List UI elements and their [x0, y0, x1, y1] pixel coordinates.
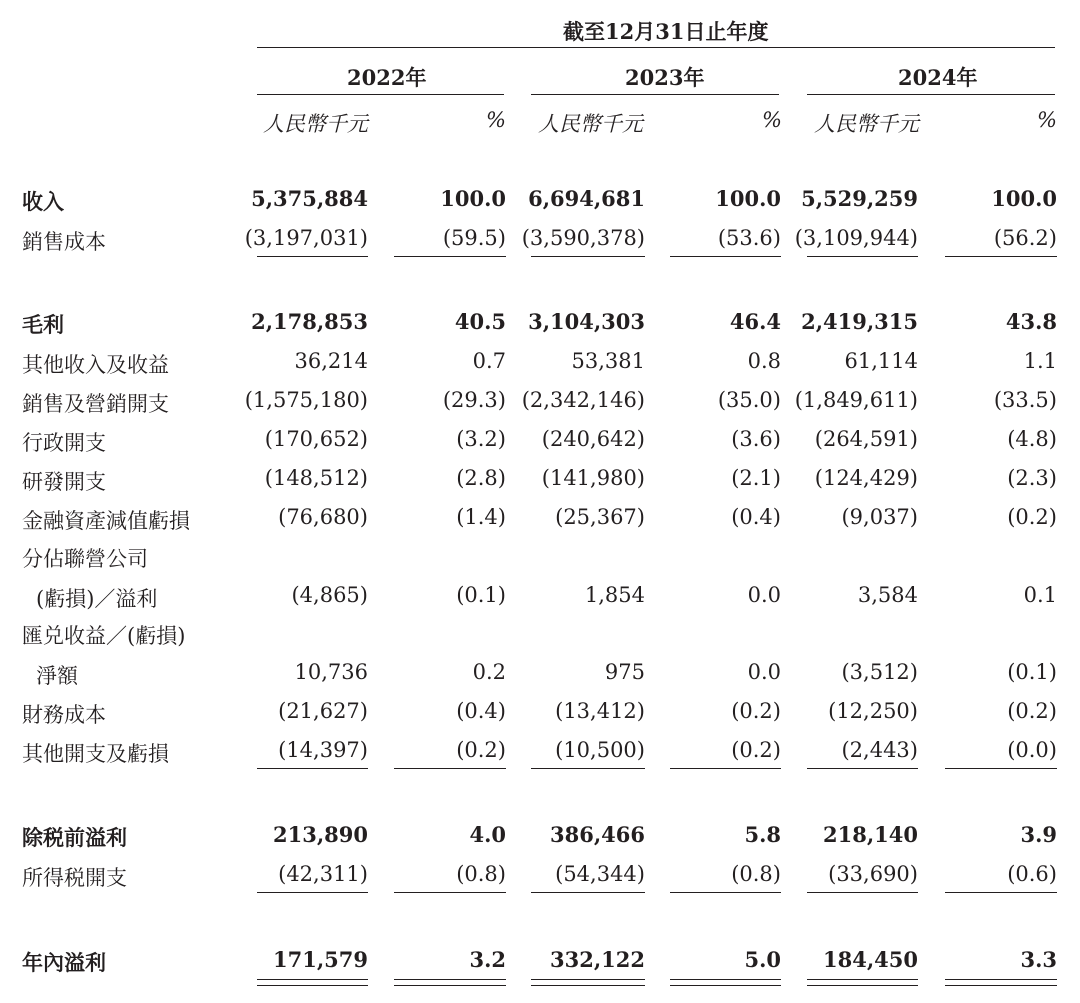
percent-cell: (0.8)	[731, 862, 781, 886]
amount-cell: 3,584	[857, 583, 918, 607]
amount-cell: (76,680)	[278, 505, 368, 529]
single-rule	[945, 256, 1057, 257]
period-header: 截至12月31日止年度	[563, 19, 769, 44]
single-rule	[945, 892, 1057, 893]
double-rule	[257, 979, 368, 980]
single-rule	[945, 768, 1057, 769]
amount-cell: 36,214	[294, 349, 368, 373]
single-rule	[257, 892, 368, 893]
row-label: 財務成本	[22, 703, 106, 727]
amount-cell: (13,412)	[555, 699, 645, 723]
amount-cell: 2,419,315	[801, 309, 918, 334]
amount-cell: (1,575,180)	[244, 388, 368, 412]
percent-cell: (0.4)	[731, 505, 781, 529]
row-label: 金融資產減值虧損	[22, 509, 190, 533]
percent-cell: (33.5)	[993, 388, 1057, 412]
amount-cell: 6,694,681	[528, 186, 645, 211]
row-label: 其他開支及虧損	[22, 742, 169, 766]
row-label: 年內溢利	[22, 950, 106, 975]
amount-cell: (4,865)	[291, 583, 368, 607]
single-rule	[807, 256, 918, 257]
period-underline	[257, 47, 1055, 48]
year-underline-2023	[531, 94, 779, 95]
single-rule	[807, 892, 918, 893]
percent-cell: (0.1)	[456, 583, 506, 607]
percent-cell: 3.2	[469, 947, 506, 972]
double-rule	[257, 985, 368, 986]
year-underline-2024	[807, 94, 1055, 95]
amount-cell: (124,429)	[814, 466, 918, 490]
single-rule	[394, 768, 506, 769]
year-underline-2022	[257, 94, 504, 95]
percent-cell: (0.2)	[456, 738, 506, 762]
row-label: 研發開支	[22, 470, 106, 494]
amount-cell: 213,890	[273, 822, 368, 847]
unit-pct-2023: %	[762, 108, 782, 132]
percent-cell: (2.1)	[731, 466, 781, 490]
single-rule	[807, 768, 918, 769]
amount-cell: (141,980)	[541, 466, 645, 490]
row-label: (虧損)／溢利	[36, 587, 158, 611]
year-header-2024: 2024年	[898, 65, 978, 90]
percent-cell: (2.8)	[456, 466, 506, 490]
percent-cell: (0.2)	[1007, 505, 1057, 529]
percent-cell: (0.2)	[1007, 699, 1057, 723]
double-rule	[807, 979, 918, 980]
amount-cell: 61,114	[844, 349, 918, 373]
percent-cell: (29.3)	[442, 388, 506, 412]
amount-cell: (42,311)	[278, 862, 368, 886]
percent-cell: 0.7	[472, 349, 506, 373]
percent-cell: (0.4)	[456, 699, 506, 723]
double-rule	[945, 985, 1057, 986]
percent-cell: (59.5)	[442, 226, 506, 250]
percent-cell: (0.8)	[456, 862, 506, 886]
amount-cell: (9,037)	[841, 505, 918, 529]
amount-cell: 5,375,884	[251, 186, 368, 211]
double-rule	[945, 979, 1057, 980]
percent-cell: (4.8)	[1007, 427, 1057, 451]
percent-cell: 100.0	[440, 186, 506, 211]
year-header-2022: 2022年	[347, 65, 427, 90]
unit-pct-2024: %	[1037, 108, 1057, 132]
amount-cell: 5,529,259	[801, 186, 918, 211]
amount-cell: (12,250)	[828, 699, 918, 723]
single-rule	[257, 256, 368, 257]
percent-cell: (35.0)	[717, 388, 781, 412]
row-label: 分佔聯營公司	[22, 547, 148, 571]
amount-cell: (148,512)	[264, 466, 368, 490]
percent-cell: (3.6)	[731, 427, 781, 451]
unit-pct-2022: %	[486, 108, 506, 132]
percent-cell: (0.2)	[731, 699, 781, 723]
double-rule	[394, 979, 506, 980]
single-rule	[670, 892, 781, 893]
double-rule	[670, 985, 781, 986]
percent-cell: 0.0	[747, 583, 781, 607]
percent-cell: (0.2)	[731, 738, 781, 762]
single-rule	[670, 256, 781, 257]
row-label: 收入	[22, 189, 64, 214]
single-rule	[670, 768, 781, 769]
percent-cell: 1.1	[1023, 349, 1057, 373]
amount-cell: (2,342,146)	[521, 388, 645, 412]
amount-cell: (3,590,378)	[521, 226, 645, 250]
amount-cell: (170,652)	[264, 427, 368, 451]
row-label: 匯兑收益／(虧損)	[22, 624, 186, 648]
double-rule	[394, 985, 506, 986]
single-rule	[394, 892, 506, 893]
percent-cell: (2.3)	[1007, 466, 1057, 490]
amount-cell: (3,197,031)	[244, 226, 368, 250]
amount-cell: (3,512)	[841, 660, 918, 684]
percent-cell: 0.2	[472, 660, 506, 684]
amount-cell: (25,367)	[555, 505, 645, 529]
percent-cell: 40.5	[454, 309, 506, 334]
amount-cell: 3,104,303	[528, 309, 645, 334]
single-rule	[394, 256, 506, 257]
amount-cell: 53,381	[571, 349, 645, 373]
amount-cell: 386,466	[550, 822, 645, 847]
amount-cell: 975	[604, 660, 645, 684]
double-rule	[531, 985, 645, 986]
percent-cell: 0.8	[747, 349, 781, 373]
amount-cell: 171,579	[273, 947, 368, 972]
single-rule	[531, 768, 645, 769]
amount-cell: (240,642)	[541, 427, 645, 451]
percent-cell: 100.0	[715, 186, 781, 211]
amount-cell: (2,443)	[841, 738, 918, 762]
percent-cell: (53.6)	[717, 226, 781, 250]
year-header-2023: 2023年	[625, 65, 705, 90]
percent-cell: 46.4	[729, 309, 781, 334]
amount-cell: 218,140	[823, 822, 918, 847]
row-label: 淨額	[36, 664, 78, 688]
percent-cell: (0.0)	[1007, 738, 1057, 762]
double-rule	[531, 979, 645, 980]
percent-cell: (56.2)	[993, 226, 1057, 250]
unit-amount-2024: 人民幣千元	[814, 112, 919, 136]
amount-cell: (10,500)	[555, 738, 645, 762]
row-label: 所得税開支	[22, 866, 127, 890]
amount-cell: (54,344)	[555, 862, 645, 886]
row-label: 銷售及營銷開支	[22, 392, 169, 416]
row-label: 毛利	[22, 312, 64, 337]
row-label: 銷售成本	[22, 230, 106, 254]
single-rule	[257, 768, 368, 769]
percent-cell: 5.0	[744, 947, 781, 972]
amount-cell: (14,397)	[278, 738, 368, 762]
percent-cell: 5.8	[744, 822, 781, 847]
row-label: 行政開支	[22, 431, 106, 455]
amount-cell: 10,736	[294, 660, 368, 684]
amount-cell: 332,122	[550, 947, 645, 972]
amount-cell: (33,690)	[828, 862, 918, 886]
percent-cell: (0.6)	[1007, 862, 1057, 886]
row-label: 除税前溢利	[22, 825, 127, 850]
double-rule	[670, 979, 781, 980]
percent-cell: 3.9	[1020, 822, 1057, 847]
percent-cell: 0.1	[1023, 583, 1057, 607]
percent-cell: (1.4)	[456, 505, 506, 529]
percent-cell: 3.3	[1020, 947, 1057, 972]
amount-cell: (264,591)	[814, 427, 918, 451]
unit-amount-2022: 人民幣千元	[263, 112, 368, 136]
unit-amount-2023: 人民幣千元	[538, 112, 643, 136]
percent-cell: (0.1)	[1007, 660, 1057, 684]
amount-cell: (21,627)	[278, 699, 368, 723]
percent-cell: 4.0	[469, 822, 506, 847]
amount-cell: 184,450	[823, 947, 918, 972]
percent-cell: 0.0	[747, 660, 781, 684]
single-rule	[531, 256, 645, 257]
double-rule	[807, 985, 918, 986]
row-label: 其他收入及收益	[22, 353, 169, 377]
single-rule	[531, 892, 645, 893]
amount-cell: (1,849,611)	[794, 388, 918, 412]
percent-cell: (3.2)	[456, 427, 506, 451]
percent-cell: 43.8	[1005, 309, 1057, 334]
amount-cell: 2,178,853	[251, 309, 368, 334]
amount-cell: 1,854	[584, 583, 645, 607]
amount-cell: (3,109,944)	[794, 226, 918, 250]
percent-cell: 100.0	[991, 186, 1057, 211]
